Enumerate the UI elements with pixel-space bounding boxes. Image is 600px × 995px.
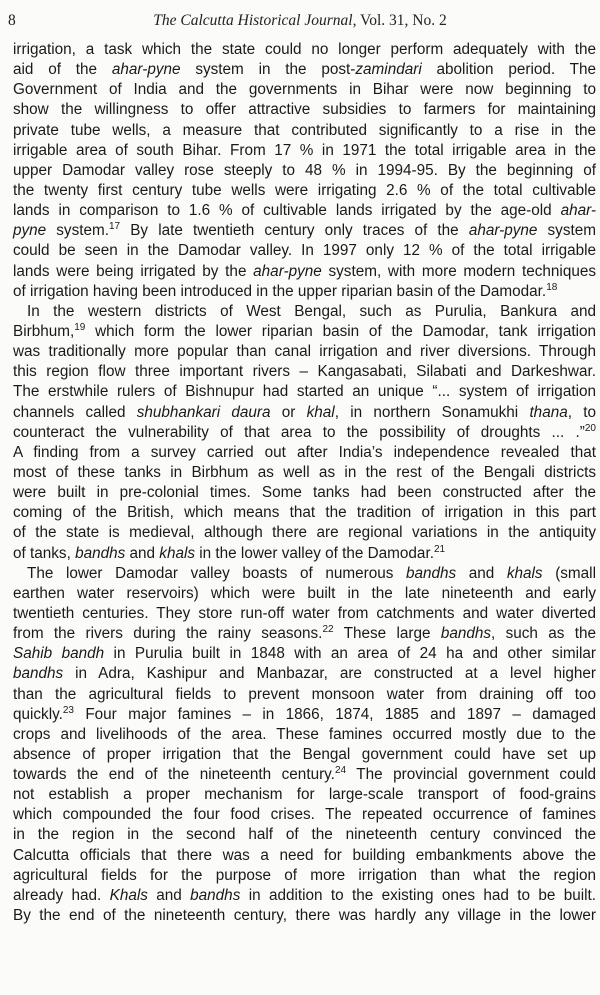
text-line: Calcutta officials that there was a need for building embankments above the xyxy=(13,846,596,864)
text-line: bandhs in Adra, Kashipur and Manbazar, are constructed at a level higher xyxy=(13,665,596,683)
page-number: 8 xyxy=(8,12,16,29)
text-line: The lower Damodar valley boasts of numerous bandhs and khals (small xyxy=(27,564,596,582)
text-line: from the rivers during the rainy seasons.$^{22}$ These large bandhs, such as the xyxy=(13,623,597,643)
text-line: quickly.$^{23}$ Four major famines – in 1866, 1874, 1885 and 1897 – damaged xyxy=(13,704,596,723)
text-line: lands in comparison to 1.6 % of cultivable lands irrigated by the age-old ahar- xyxy=(13,202,596,220)
text-line: channels called shubhankari daura or khal, in northern Sonamukhi thana, to xyxy=(13,403,596,421)
journal-title xyxy=(8,12,592,30)
footnote-ref: 22 xyxy=(322,623,334,635)
text-line: In the western districts of West Bengal, such as Purulia, Bankura and xyxy=(27,302,596,320)
text-line: already had. Khals and bandhs in addition to the existing ones had to be built. xyxy=(13,886,597,904)
text-line: most of these tanks in Birbhum as well as in the rest of the Bengali districts xyxy=(13,463,596,481)
footnote-ref: 17 xyxy=(108,221,121,233)
text-line: irrigation, a task which the state could no longer perform adequately with the xyxy=(13,41,596,58)
text-line: in the region in the second half of the nineteenth century convinced the xyxy=(13,826,596,844)
text-line: irrigable area of south Bihar. From 17 % in 1971 the total irrigable area in the xyxy=(13,141,596,159)
text-line: than the agricultural fields to prevent monsoon water from draining off too xyxy=(13,685,596,703)
text-line: which compounded the four food crises. The repeated occurrence of famines xyxy=(13,806,596,824)
text-line: earthen water reservoirs) which were built in the late nineteenth and early xyxy=(13,584,596,602)
text-line: this region flow three important rivers – Kangasabati, Silabati and Darkeshwar. xyxy=(13,363,596,381)
text-line: Birbhum,$^{19}$ which form the lower riparian basin of the Damodar, tank irrigation xyxy=(13,321,596,340)
article-body xyxy=(13,40,596,926)
text-line: pyne system.$^{17}$ By late twentieth century only traces of the ahar-pyne system xyxy=(13,221,596,240)
text-line: was traditionally more popular than canal irrigation and river diversions. Through xyxy=(13,343,596,361)
text-line: Sahib bandh in Purulia built in 1848 with an area of 24 ha and other similar xyxy=(13,645,596,663)
text-line: absence of proper irrigation that the Bengal government could have set up xyxy=(13,745,596,763)
footnote-ref: 23 xyxy=(62,704,74,716)
text-line: aid of the ahar-pyne system in the post-zamindari abolition period. The xyxy=(13,61,597,79)
text-line: could be seen in the Damodar valley. In 1997 only 12 % of the total irrigable xyxy=(13,242,596,260)
journal-name: The Calcutta Historical Journal, xyxy=(153,12,357,29)
text-line: crops and livelihoods of the area. These famines occurred mostly due to the xyxy=(13,725,596,743)
text-line: towards the end of the nineteenth century.$^{24}$ The provincial government could xyxy=(13,764,596,784)
text-line: the twenty first century tube wells were irrigating 2.6 % of the total cultivable xyxy=(13,181,596,199)
text-line: lands were being irrigated by the ahar-pyne system, with more modern techniques xyxy=(13,262,596,280)
text-line: twentieth centuries. They store run-off water from catchments and water diverted xyxy=(13,604,596,622)
text-line: By the end of the nineteenth century, there was hardly any village in the lower xyxy=(13,907,596,925)
text-line: A finding from a survey carried out after India’s independence revealed that xyxy=(13,443,596,461)
footnote-ref: 19 xyxy=(74,321,86,333)
text-line: of irrigation having been introduced in the upper riparian basin of the Damodar.$^{18}$ xyxy=(13,281,558,300)
footnote-ref: 21 xyxy=(433,543,446,555)
text-line: coming of the British, which means that the tradition of irrigation in this part xyxy=(13,504,596,522)
text-line: counteract the vulnerability of that area to the possibility of droughts ... .”$^{20}$ xyxy=(13,422,596,441)
text-line: of the state is medieval, although there are regional variations in the antiquity xyxy=(13,524,596,542)
footnote-ref: 20 xyxy=(584,422,596,434)
text-line: upper Damodar valley rose steeply to 48 % in 1994-95. By the beginning of xyxy=(13,161,596,179)
footnote-ref: 24 xyxy=(334,764,347,776)
text-line: private tube wells, a measure that contributed significantly to a rise in the xyxy=(13,121,596,139)
text-line: agricultural fields for the purpose of more irrigation than what the region xyxy=(13,866,596,884)
text-line: of tanks, bandhs and khals in the lower valley of the Damodar.$^{21}$ xyxy=(13,543,446,562)
text-line: not establish a proper mechanism for large-scale transport of food-grains xyxy=(13,786,596,804)
text-line: Government of India and the governments in Bihar were now beginning to xyxy=(13,81,596,99)
volume-issue: Vol. 31, No. 2 xyxy=(356,12,447,29)
running-head xyxy=(8,12,592,34)
text-line: were built in pre-colonial times. Some tanks had been constructed after the xyxy=(13,484,596,502)
footnote-ref: 18 xyxy=(546,281,558,293)
text-line: The erstwhile rulers of Bishnupur had started an unique “... system of irrigation xyxy=(13,383,596,401)
text-line: show the willingness to offer attractive subsidies to farmers for maintaining xyxy=(13,101,596,119)
